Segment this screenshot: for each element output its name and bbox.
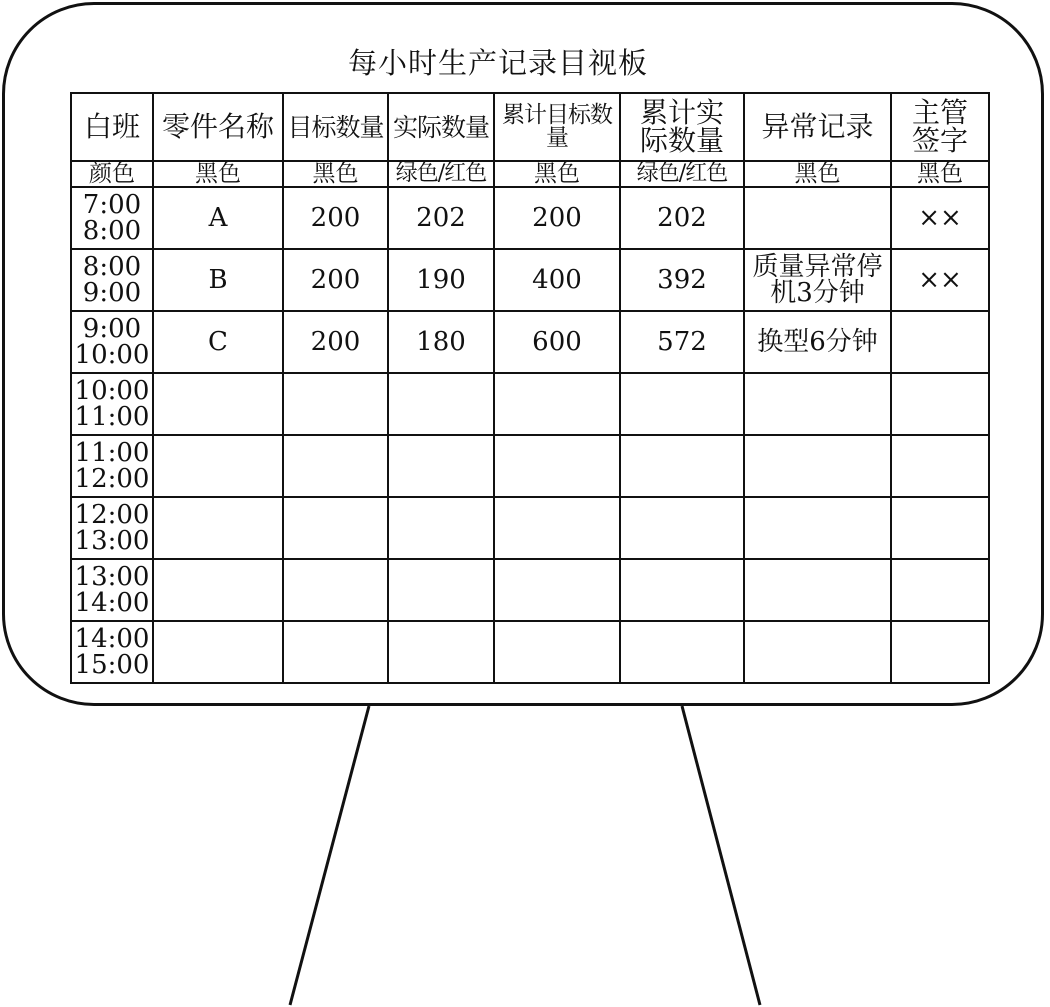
part-name-cell: [153, 435, 283, 497]
color-cell: 黑色: [744, 161, 891, 187]
time-start: 14:00: [74, 624, 150, 654]
actual-qty-cell: [388, 373, 494, 435]
time-slot-cell: [71, 497, 153, 559]
target-qty-cell: 200: [283, 187, 388, 249]
time-end: 12:00: [74, 464, 150, 494]
supervisor-sign-cell: [891, 621, 989, 683]
time-end: 9:00: [82, 278, 142, 308]
stand-leg-left: [290, 706, 369, 1005]
time-slot-cell: [71, 373, 153, 435]
abnormal-note-line1: 换型6分钟: [757, 327, 878, 357]
time-end: 8:00: [82, 216, 142, 246]
part-name-cell: [153, 621, 283, 683]
time-end: 13:00: [74, 526, 150, 556]
cumulative-actual-cell: 572: [620, 311, 744, 373]
cumulative-target-cell: 600: [494, 311, 620, 373]
cumulative-target-cell: [494, 497, 620, 559]
time-slot-cell: [71, 435, 153, 497]
header-row: [71, 93, 989, 161]
color-cell: 黑色: [153, 161, 283, 187]
target-qty-cell: [283, 559, 388, 621]
cumulative-target-cell: [494, 559, 620, 621]
table-row: [71, 373, 989, 435]
time-slot-cell: [71, 559, 153, 621]
color-cell: 绿色/红色: [620, 161, 744, 187]
visual-board: [2, 2, 1044, 706]
target-qty-cell: 200: [283, 249, 388, 311]
header-actual-qty: 实际数量: [388, 93, 494, 161]
header-cumulative-actual: [620, 93, 744, 161]
supervisor-sign-cell: ××: [891, 187, 989, 249]
stand-leg-right: [682, 706, 760, 1005]
supervisor-sign-cell: ××: [891, 249, 989, 311]
color-row: [71, 161, 989, 187]
abnormal-record-cell: [744, 187, 891, 249]
board-title: 每小时生产记录目视板: [347, 46, 648, 80]
time-end: 11:00: [74, 402, 150, 432]
time-start: 11:00: [74, 438, 150, 468]
cumulative-target-cell: [494, 621, 620, 683]
abnormal-record-cell: [744, 559, 891, 621]
actual-qty-cell: 190: [388, 249, 494, 311]
time-start: 7:00: [82, 190, 142, 220]
color-cell: 黑色: [494, 161, 620, 187]
part-name-cell: A: [153, 187, 283, 249]
header-shift: 白班: [71, 93, 153, 161]
header-supervisor-sign-line1: 主管: [911, 96, 968, 129]
color-cell: 黑色: [891, 161, 989, 187]
abnormal-record-cell: [744, 311, 891, 373]
header-abnormal-record: 异常记录: [744, 93, 891, 161]
abnormal-record-cell: [744, 373, 891, 435]
color-cell: 绿色/红色: [388, 161, 494, 187]
actual-qty-cell: [388, 621, 494, 683]
cumulative-actual-cell: 392: [620, 249, 744, 311]
supervisor-sign-cell: [891, 435, 989, 497]
cumulative-actual-cell: [620, 497, 744, 559]
target-qty-cell: [283, 621, 388, 683]
abnormal-record-cell: [744, 497, 891, 559]
cumulative-target-cell: 200: [494, 187, 620, 249]
actual-qty-cell: [388, 497, 494, 559]
actual-qty-cell: [388, 559, 494, 621]
time-start: 9:00: [82, 314, 142, 344]
abnormal-record-cell: [744, 249, 891, 311]
data-rows: [71, 187, 989, 683]
cumulative-actual-cell: [620, 435, 744, 497]
time-end: 14:00: [74, 588, 150, 618]
header-supervisor-sign: [891, 93, 989, 161]
time-slot-cell: [71, 311, 153, 373]
actual-qty-cell: [388, 435, 494, 497]
cumulative-target-cell: [494, 373, 620, 435]
abnormal-record-cell: [744, 435, 891, 497]
supervisor-sign-cell: [891, 311, 989, 373]
time-end: 10:00: [74, 340, 150, 370]
production-record-table: [70, 92, 990, 684]
target-qty-cell: [283, 497, 388, 559]
target-qty-cell: [283, 435, 388, 497]
time-end: 15:00: [74, 650, 150, 680]
table-row: [71, 187, 989, 249]
header-cumulative-actual-line1: 累计实: [639, 96, 724, 129]
part-name-cell: B: [153, 249, 283, 311]
supervisor-sign-cell: [891, 497, 989, 559]
table-row: [71, 559, 989, 621]
time-slot-cell: [71, 249, 153, 311]
header-cumulative-actual-line2: 际数量: [639, 124, 724, 157]
time-slot-cell: [71, 621, 153, 683]
header-part-name: 零件名称: [153, 93, 283, 161]
target-qty-cell: [283, 373, 388, 435]
abnormal-record-cell: [744, 621, 891, 683]
cumulative-actual-cell: [620, 559, 744, 621]
cumulative-actual-cell: [620, 373, 744, 435]
part-name-cell: [153, 373, 283, 435]
color-cell: 黑色: [283, 161, 388, 187]
time-start: 13:00: [74, 562, 150, 592]
cumulative-target-cell: 400: [494, 249, 620, 311]
time-start: 8:00: [82, 252, 142, 282]
cumulative-target-cell: [494, 435, 620, 497]
header-target-qty: 目标数量: [283, 93, 388, 161]
time-start: 10:00: [74, 376, 150, 406]
abnormal-note-line2: 机3分钟: [770, 278, 865, 308]
cumulative-actual-cell: 202: [620, 187, 744, 249]
actual-qty-cell: 180: [388, 311, 494, 373]
target-qty-cell: 200: [283, 311, 388, 373]
table-row: [71, 497, 989, 559]
time-start: 12:00: [74, 500, 150, 530]
cumulative-actual-cell: [620, 621, 744, 683]
actual-qty-cell: 202: [388, 187, 494, 249]
table-row: [71, 621, 989, 683]
color-cell: 颜色: [71, 161, 153, 187]
part-name-cell: [153, 497, 283, 559]
table-row: [71, 249, 989, 311]
supervisor-sign-cell: [891, 559, 989, 621]
part-name-cell: C: [153, 311, 283, 373]
part-name-cell: [153, 559, 283, 621]
abnormal-note-line1: 质量异常停: [752, 252, 883, 282]
header-cumulative-target: 累计目标数量: [494, 93, 620, 161]
supervisor-sign-cell: [891, 373, 989, 435]
header-supervisor-sign-line2: 签字: [911, 124, 968, 157]
time-slot-cell: [71, 187, 153, 249]
table-row: [71, 435, 989, 497]
table-row: [71, 311, 989, 373]
